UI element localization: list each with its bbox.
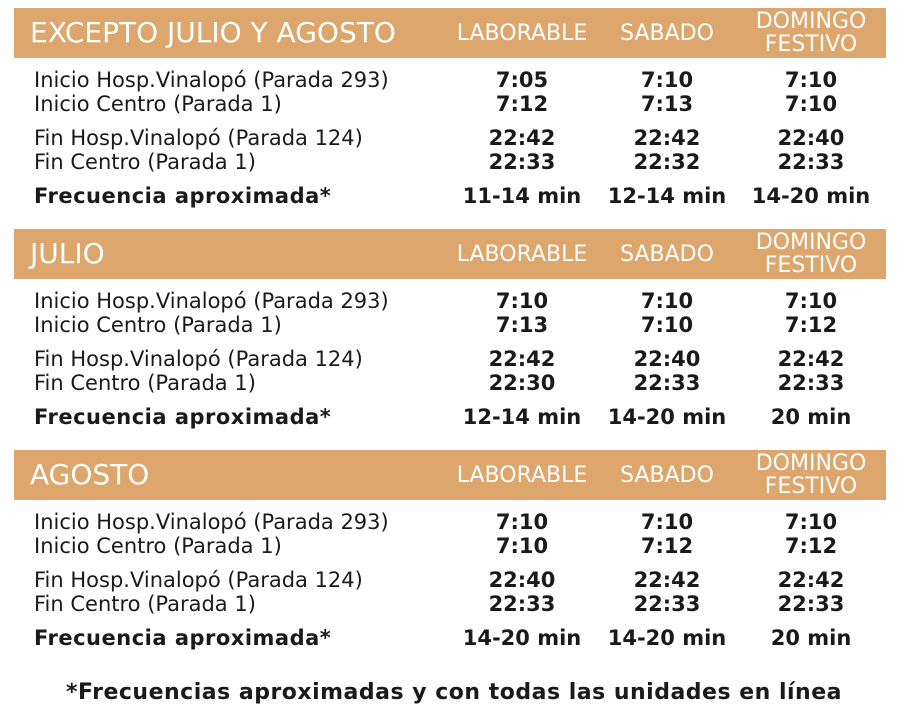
table-row (14, 126, 886, 150)
row-label: Frecuencia aproximada* (34, 405, 332, 429)
frequency-domingo-festivo: 20 min (770, 405, 852, 429)
row-label: Inicio Centro (Parada 1) (34, 534, 282, 558)
section-header (14, 229, 886, 279)
section-title: AGOSTO (30, 458, 150, 491)
time-domingo-festivo: 22:42 (777, 347, 845, 371)
table-row (14, 289, 886, 313)
time-domingo-festivo: 7:12 (784, 534, 838, 558)
column-header-sabado: SABADO (620, 241, 714, 267)
time-sabado: 7:10 (640, 68, 694, 92)
table-row (14, 371, 886, 395)
time-laborable: 22:33 (488, 150, 556, 174)
time-domingo-festivo: 22:33 (777, 150, 845, 174)
time-sabado: 7:12 (640, 534, 694, 558)
table-row (14, 510, 886, 534)
frequency-laborable: 11-14 min (462, 184, 582, 208)
time-domingo-festivo: 7:10 (784, 68, 838, 92)
column-header-domingo-festivo: DOMINGO FESTIVO (755, 230, 867, 278)
frequency-laborable: 14-20 min (462, 626, 582, 650)
schedule-rows (14, 510, 886, 652)
row-label: Fin Centro (Parada 1) (34, 150, 256, 174)
column-header-sabado: SABADO (620, 462, 714, 488)
column-header-sabado: SABADO (620, 20, 714, 46)
time-domingo-festivo: 22:42 (777, 568, 845, 592)
table-row (14, 568, 886, 592)
column-header-laborable: LABORABLE (456, 20, 588, 46)
time-domingo-festivo: 7:10 (784, 510, 838, 534)
frequency-row (14, 624, 886, 652)
time-laborable: 7:10 (495, 510, 549, 534)
frequency-domingo-festivo: 14-20 min (751, 184, 871, 208)
time-sabado: 7:10 (640, 313, 694, 337)
section-header (14, 8, 886, 58)
schedule-section-excepto-julio-agosto (14, 8, 886, 210)
time-sabado: 22:33 (633, 592, 701, 616)
time-sabado: 22:32 (633, 150, 701, 174)
frequency-sabado: 12-14 min (607, 184, 727, 208)
frequency-sabado: 14-20 min (607, 405, 727, 429)
time-sabado: 22:40 (633, 347, 701, 371)
row-label: Inicio Hosp.Vinalopó (Parada 293) (34, 68, 389, 92)
time-laborable: 22:30 (488, 371, 556, 395)
time-domingo-festivo: 22:33 (777, 371, 845, 395)
time-laborable: 7:12 (495, 92, 549, 116)
row-label: Inicio Centro (Parada 1) (34, 313, 282, 337)
frequency-row (14, 182, 886, 210)
row-label: Fin Hosp.Vinalopó (Parada 124) (34, 126, 363, 150)
row-label: Inicio Centro (Parada 1) (34, 92, 282, 116)
time-sabado: 7:10 (640, 510, 694, 534)
table-row (14, 68, 886, 92)
row-label: Fin Hosp.Vinalopó (Parada 124) (34, 568, 363, 592)
frequency-domingo-festivo: 20 min (770, 626, 852, 650)
time-laborable: 7:13 (495, 313, 549, 337)
frequency-sabado: 14-20 min (607, 626, 727, 650)
time-laborable: 22:33 (488, 592, 556, 616)
time-domingo-festivo: 22:40 (777, 126, 845, 150)
row-label: Inicio Hosp.Vinalopó (Parada 293) (34, 510, 389, 534)
time-laborable: 7:05 (495, 68, 549, 92)
time-laborable: 22:40 (488, 568, 556, 592)
section-title: EXCEPTO JULIO Y AGOSTO (30, 16, 396, 49)
time-sabado: 22:42 (633, 568, 701, 592)
row-label: Fin Centro (Parada 1) (34, 371, 256, 395)
time-laborable: 22:42 (488, 126, 556, 150)
table-row (14, 592, 886, 616)
time-sabado: 22:33 (633, 371, 701, 395)
time-domingo-festivo: 7:10 (784, 92, 838, 116)
table-row (14, 150, 886, 174)
row-label: Frecuencia aproximada* (34, 184, 332, 208)
row-label: Fin Centro (Parada 1) (34, 592, 256, 616)
time-laborable: 7:10 (495, 534, 549, 558)
frequency-laborable: 12-14 min (462, 405, 582, 429)
column-header-domingo-festivo: DOMINGO FESTIVO (755, 451, 867, 499)
table-row (14, 313, 886, 337)
time-sabado: 7:13 (640, 92, 694, 116)
schedule-rows (14, 289, 886, 431)
schedule-rows (14, 68, 886, 210)
column-header-domingo-festivo: DOMINGO FESTIVO (755, 9, 867, 57)
schedule-section-julio (14, 229, 886, 431)
time-laborable: 7:10 (495, 289, 549, 313)
row-label: Frecuencia aproximada* (34, 626, 332, 650)
time-sabado: 7:10 (640, 289, 694, 313)
row-label: Inicio Hosp.Vinalopó (Parada 293) (34, 289, 389, 313)
footnote: *Frecuencias aproximadas y con todas las unidades en línea (65, 680, 842, 705)
time-domingo-festivo: 7:10 (784, 289, 838, 313)
row-label: Fin Hosp.Vinalopó (Parada 124) (34, 347, 363, 371)
time-sabado: 22:42 (633, 126, 701, 150)
column-header-laborable: LABORABLE (456, 241, 588, 267)
section-title: JULIO (30, 237, 105, 270)
table-row (14, 92, 886, 116)
table-row (14, 347, 886, 371)
frequency-row (14, 403, 886, 431)
time-laborable: 22:42 (488, 347, 556, 371)
time-domingo-festivo: 22:33 (777, 592, 845, 616)
table-row (14, 534, 886, 558)
section-header (14, 450, 886, 500)
time-domingo-festivo: 7:12 (784, 313, 838, 337)
column-header-laborable: LABORABLE (456, 462, 588, 488)
schedule-section-agosto (14, 450, 886, 652)
